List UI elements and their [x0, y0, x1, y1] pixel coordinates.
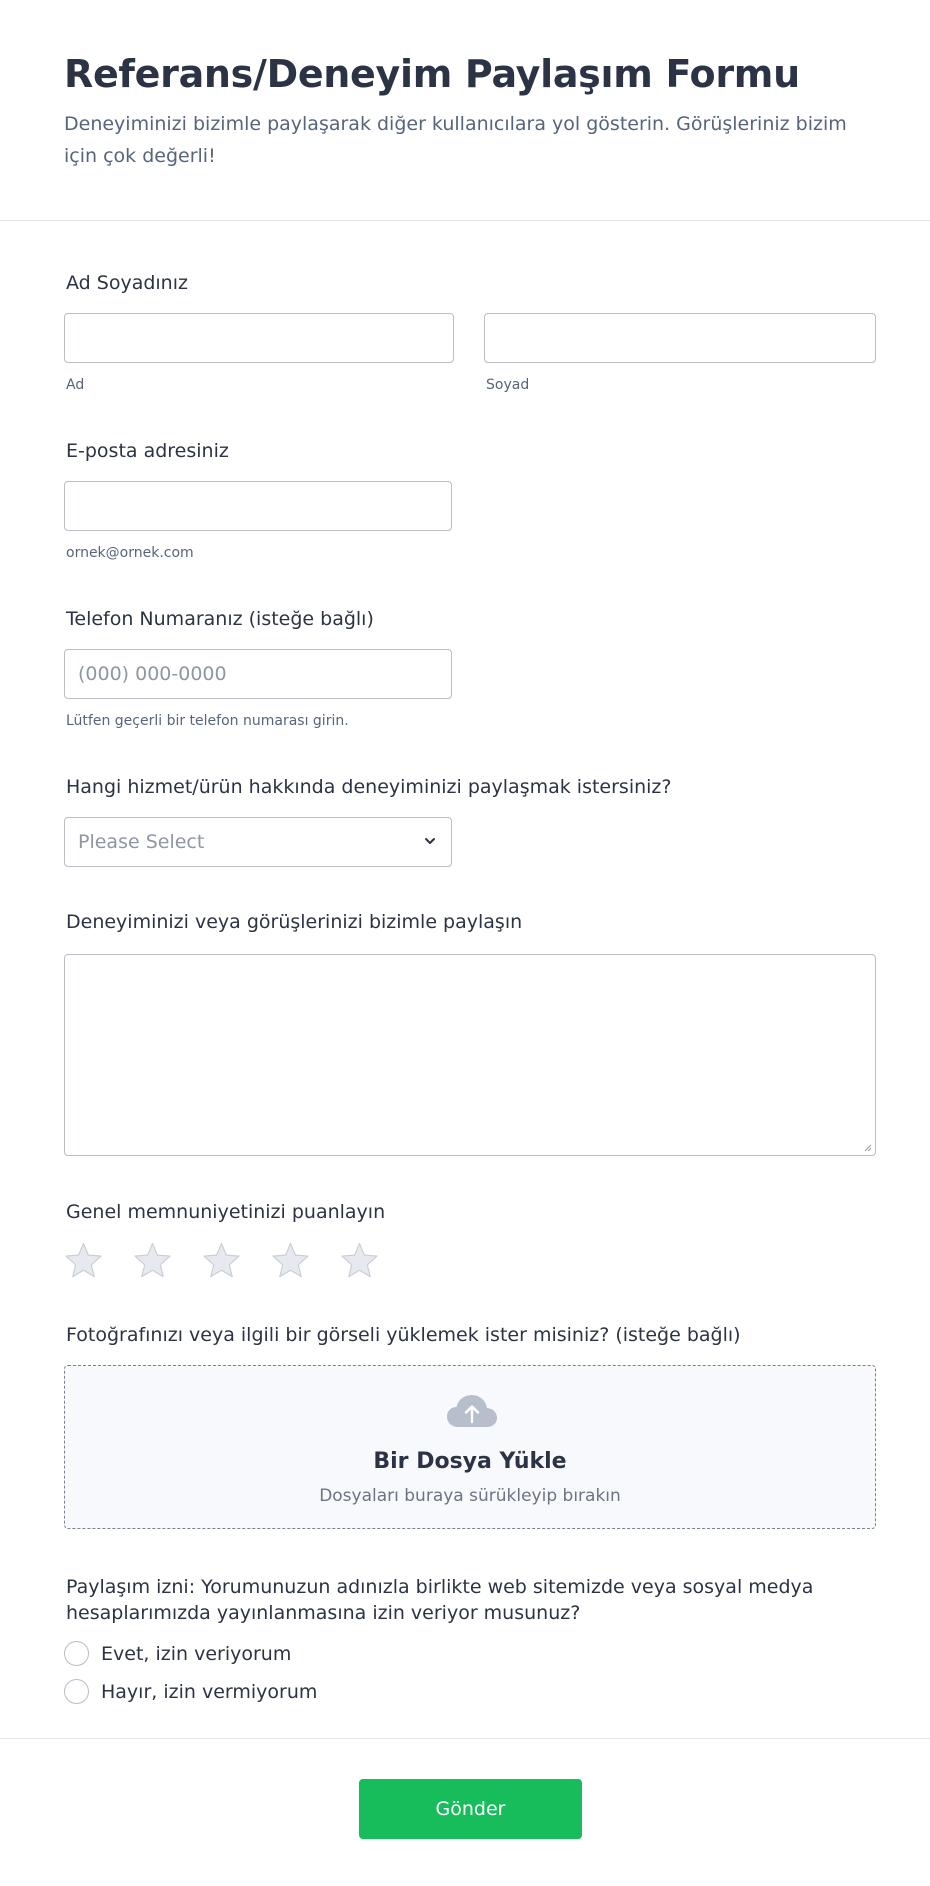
experience-textarea[interactable]: [64, 954, 876, 1156]
upload-subtitle: Dosyaları buraya sürükleyip bırakın: [319, 1486, 621, 1506]
phone-placeholder: (000) 000-0000: [78, 663, 227, 685]
upload-title: Bir Dosya Yükle: [373, 1449, 567, 1474]
email-label: E-posta adresiniz: [66, 440, 229, 462]
first-name-input[interactable]: [64, 313, 454, 363]
name-label: Ad Soyadınız: [66, 272, 188, 294]
form-subtitle: Deneyiminizi bizimle paylaşarak diğer kullanıcılara yol gösterin. Görüşleriniz bizim için çok değerli!: [64, 113, 847, 167]
star-icon[interactable]: [64, 1241, 103, 1279]
star-rating: [64, 1241, 379, 1279]
last-name-input[interactable]: [484, 313, 876, 363]
service-select[interactable]: [64, 817, 452, 867]
radio-label: Hayır, izin vermiyorum: [101, 1680, 318, 1703]
radio-option-no[interactable]: [64, 1679, 317, 1704]
permission-label: Paylaşım izni: Yorumunuzun adınızla birlikte web sitemizde veya sosyal medya hesaplarımızda yayınlanmasına izin veriyor musunuz?: [66, 1576, 814, 1624]
last-name-sublabel: Soyad: [486, 377, 530, 393]
file-upload-dropzone[interactable]: [64, 1365, 876, 1529]
form-title: Referans/Deneyim Paylaşım Formu: [64, 52, 800, 96]
phone-label: Telefon Numaranız (isteğe bağlı): [66, 608, 374, 630]
star-icon[interactable]: [202, 1241, 241, 1279]
resize-handle-icon[interactable]: [862, 1142, 872, 1152]
first-name-sublabel: Ad: [66, 377, 85, 393]
star-icon[interactable]: [271, 1241, 310, 1279]
radio-button[interactable]: [64, 1679, 89, 1704]
service-label: Hangi hizmet/ürün hakkında deneyiminizi paylaşmak istersiniz?: [66, 776, 672, 798]
form-header: [0, 0, 930, 221]
rating-label: Genel memnuniyetinizi puanlayın: [66, 1201, 386, 1223]
star-icon[interactable]: [133, 1241, 172, 1279]
email-sublabel: ornek@ornek.com: [66, 545, 194, 561]
cloud-upload-icon: [446, 1393, 498, 1431]
chevron-down-icon: [423, 834, 437, 848]
phone-sublabel: Lütfen geçerli bir telefon numarası girin.: [66, 713, 349, 729]
radio-option-yes[interactable]: [64, 1641, 291, 1666]
radio-label: Evet, izin veriyorum: [101, 1642, 292, 1665]
service-selected-value: Please Select: [78, 831, 205, 853]
radio-button[interactable]: [64, 1641, 89, 1666]
star-icon[interactable]: [340, 1241, 379, 1279]
form-footer: [0, 1738, 930, 1886]
phone-input[interactable]: [64, 649, 452, 699]
submit-button[interactable]: Gönder: [359, 1779, 582, 1839]
upload-label: Fotoğrafınızı veya ilgili bir görseli yüklemek ister misiniz? (isteğe bağlı): [66, 1324, 741, 1346]
experience-label: Deneyiminizi veya görüşlerinizi bizimle paylaşın: [66, 911, 523, 933]
email-input[interactable]: [64, 481, 452, 531]
